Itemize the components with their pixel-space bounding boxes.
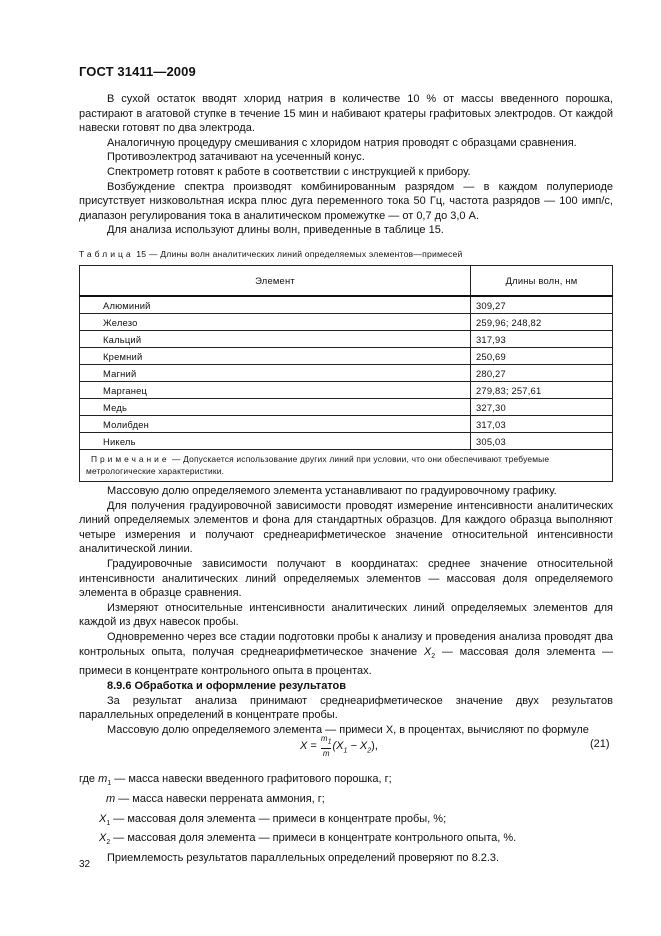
wavelength-cell: 327,30 [471, 399, 613, 416]
wavelength-table [79, 265, 613, 482]
paragraph: Для анализа используют длины волн, приведенные в таблице 15. [107, 224, 444, 237]
fraction-denominator: m [322, 748, 330, 758]
table-caption [79, 249, 613, 259]
definition-item: $X_2$ — массовая доля элемента — примеси в концентрате контрольного опыта, %. [99, 832, 517, 847]
formula-sub2: 2 [367, 747, 372, 755]
formula-equals: = [310, 740, 317, 753]
table-header-row [80, 266, 613, 297]
table-row [80, 382, 613, 399]
symbol-x: X [423, 645, 432, 658]
formula-number: (21) [590, 738, 610, 750]
formula-expr: (X [332, 740, 344, 753]
control-text-after: — массовая доля элемента — примеси в концентрате контрольного опыта в процентах. [79, 645, 613, 678]
paragraph: Аналогичную процедуру смешивания с хлоридом натрия проводят с образцами сравнения. [107, 136, 577, 149]
fraction-numerator: $m_1$ [321, 734, 332, 749]
final-paragraph: Приемлемость результатов параллельных определений проверяют по 8.2.3. [107, 852, 500, 865]
paragraph: Противоэлектрод затачивают на усеченный конус. [107, 151, 365, 164]
formula-sub1: 1 [343, 747, 348, 755]
element-cell: Молибден [80, 416, 471, 433]
element-cell: Кремний [80, 348, 471, 365]
table-row [80, 314, 613, 331]
element-cell: Медь [80, 399, 471, 416]
table-note-row [80, 450, 613, 482]
paragraph: Спектрометр готовят к работе в соответствии с инструкцией к прибору. [107, 165, 471, 178]
table-note-label: Примечание [91, 454, 170, 464]
table-caption-text: 15 — Длины волн аналитических линий определяемых элементов—примесей [136, 249, 463, 259]
document-header: ГОСТ 31411—2009 [79, 64, 196, 79]
control-text-before: Одновременно через все стадии подготовки пробы к анализу и проведения анализа проводят два контрольных опыта, получая среднеарифметическое значение [79, 630, 613, 658]
table-row [80, 348, 613, 365]
method-text [79, 484, 613, 737]
element-cell: Алюминий [80, 296, 471, 314]
page-number: 32 [79, 859, 91, 870]
element-cell: Железо [80, 314, 471, 331]
formula-intro: Массовую долю определяемого элемента — примеси X, в процентах, вычисляют по формуле [107, 723, 589, 736]
definition-item: m — масса навески перрената аммония, г; [106, 792, 325, 805]
wavelength-cell: 309,27 [471, 296, 613, 314]
paragraph: За результат анализа принимают среднеарифметическое значение двух результатов параллельных определений в концентрате пробы. [79, 694, 613, 722]
definition-item: $X_1$ — массовая доля элемента — примеси в концентрате пробы, %; [99, 812, 447, 827]
section-number: 8.9.6 [107, 679, 132, 692]
table-caption-prefix: Таблица [79, 249, 134, 259]
column-header-element: Элемент [80, 266, 471, 297]
symbol-subscript: 2 [431, 652, 436, 660]
paragraph [79, 630, 613, 679]
element-cell: Марганец [80, 382, 471, 399]
element-cell: Магний [80, 365, 471, 382]
paragraph: В сухой остаток вводят хлорид натрия в количестве 10 % от массы введенного порошка, растирают в агатовой ступке в течение 15 мин и набивают кратеры графитовых электродов. От каждой навески готовят по два электрода. [79, 93, 613, 135]
wavelength-cell: 250,69 [471, 348, 613, 365]
column-header-wavelength: Длины волн, нм [471, 266, 613, 297]
intro-text [79, 92, 613, 238]
definition-item: где $m_1$ — масса навески введенного графитового порошка, г; [79, 773, 392, 788]
paragraph: Измеряют относительные интенсивности аналитических линий определяемых элементов для каждой из двух навесок пробы. [79, 601, 613, 629]
table-row [80, 365, 613, 382]
table-row [80, 399, 613, 416]
table-note [80, 450, 613, 482]
table-row [80, 416, 613, 433]
table-note-text: — Допускается использование других линий при условии, что они обеспечивают требуемые метрологические характеристики. [86, 454, 550, 476]
table-row [80, 433, 613, 450]
section-title: Обработка и оформление результатов [134, 679, 347, 692]
definitions [79, 772, 619, 866]
paragraph: Градуировочные зависимости получают в координатах: среднее значение относительной интенсивности аналитических линий определяемых элементов — массовая доля определяемого элемента в образце сравнения. [79, 557, 613, 600]
wavelength-cell: 259,96; 248,82 [471, 314, 613, 331]
table-row [80, 296, 613, 314]
paragraph: Массовую долю определяемого элемента устанавливают по градуировочному графику. [107, 485, 557, 497]
formula-21 [300, 734, 378, 759]
wavelength-cell: 317,03 [471, 416, 613, 433]
formula-fraction [321, 734, 332, 759]
paragraph: Для получения градуировочной зависимости проводят измерение интенсивности аналитических линий определяемых элементов и фона для стандартных образцов. Для каждого образца выполняют четыре измерения и получают среднеарифметическое значение относительной интенсивности аналитической линии. [79, 499, 613, 556]
formula-end: ), [371, 740, 378, 753]
wavelength-cell: 280,27 [471, 365, 613, 382]
wavelength-cell: 305,03 [471, 433, 613, 450]
formula-minus: − X [347, 740, 368, 753]
paragraph: Возбуждение спектра производят комбинированным разрядом — в каждом полупериоде присутствует низковольтная искра плюс дуга переменного тока 50 Гц, частота разрядов — 100 имп/с, диапазон регулирования тока в аналитическом промежутке — от 0,7 до 3,0 А. [79, 180, 613, 222]
section-heading [79, 679, 613, 694]
table-row [80, 331, 613, 348]
wavelength-cell: 279,83; 257,61 [471, 382, 613, 399]
wavelength-cell: 317,93 [471, 331, 613, 348]
element-cell: Кальций [80, 331, 471, 348]
formula-lhs: X [300, 740, 308, 753]
element-cell: Никель [80, 433, 471, 450]
